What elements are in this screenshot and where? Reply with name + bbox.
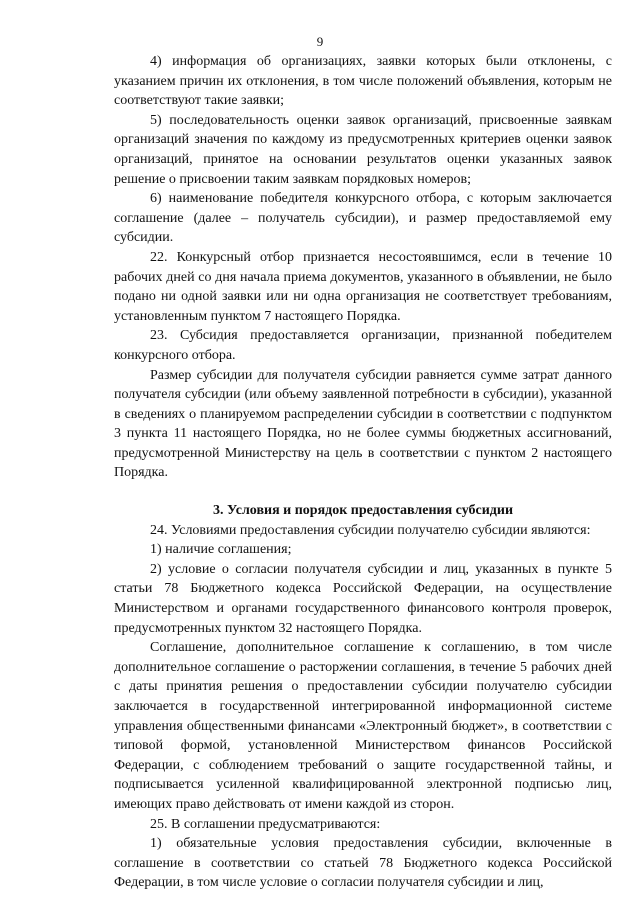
paragraph-condition-1: 1) наличие соглашения; — [150, 542, 292, 558]
paragraph-clause-23: 23. Субсидия предоставляется организации, признанной победителем конкурсного отбора. — [114, 328, 612, 363]
paragraph-item-6: 6) наименование победителя конкурсного отбора, с которым заключается соглашение (далее – получатель субсидии), и размер предоставляемой ему субсидии. — [114, 191, 612, 246]
paragraph-clause-25: 25. В соглашении предусматриваются: — [150, 816, 381, 832]
paragraph-item-4: 4) информация об организациях, заявки которых были отклонены, с указанием причин их отклонения, в том числе положений объявления, которым не соответствуют такие заявки; — [114, 54, 612, 109]
paragraph-condition-2: 2) условие о согласии получателя субсидии и лиц, указанных в пункте 5 статьи 78 Бюджетного кодекса Российской Федерации, на осуществление Министерством и органами государственного финансового контроля проверок, предусмотренных пунктом 32 настоящего Порядка. — [114, 561, 612, 636]
paragraph-clause-24: 24. Условиями предоставления субсидии получателю субсидии являются: — [150, 522, 591, 538]
paragraph-item-5: 5) последовательность оценки заявок организаций, присвоенные заявкам организаций значения по каждому из предусмотренных критериев оценки заявок организаций, принятое на основании результатов оценки указанных заявок решение о присвоении таким заявкам порядковых номеров; — [114, 112, 612, 187]
paragraph-provision-1: 1) обязательные условия предоставления субсидии, включенные в соглашение в соответствии со статьей 78 Бюджетного кодекса Российской Федерации, в том числе условие о согласии получателя субсидии и лиц, — [114, 836, 612, 891]
paragraph-agreement: Соглашение, дополнительное соглашение к соглашению, в том числе дополнительное соглашение о расторжении соглашения, в течение 5 рабочих дней с даты принятия решения о предоставлении субсидии получателю субсидии заключается в государственной интегрированной информационной системе управления общественными финансами «Электронный бюджет», в соответствии с типовой формой, установленной Министерством финансов Российской Федерации, с соблюдением требований о защите государственной тайны, и подписывается усиленной квалифицированной электронной подписью лиц, имеющих право действовать от имени каждой из сторон. — [114, 640, 612, 812]
document-body — [114, 52, 612, 893]
paragraph-clause-22: 22. Конкурсный отбор признается несостоявшимся, если в течение 10 рабочих дней со дня начала приема документов, указанного в объявлении, не было подано ни одной заявки или ни одна организация не соответствует требованиям, установленным пунктом 7 настоящего Порядка. — [114, 249, 612, 324]
paragraph-subsidy-amount: Размер субсидии для получателя субсидии равняется сумме затрат данного получателя субсидии (или объему заявленной потребности в субсидии), указанной в сведениях о планируемом распределении субсидии в соответствии с подпунктом 3 пункта 11 настоящего Порядка, но не более суммы бюджетных ассигнований, предусмотренной Министерству на цель в соответствии с пунктом 2 настоящего Порядка. — [114, 367, 612, 481]
section-heading: 3. Условия и порядок предоставления субсидии — [212, 503, 514, 519]
page-number: 9 — [316, 34, 324, 49]
